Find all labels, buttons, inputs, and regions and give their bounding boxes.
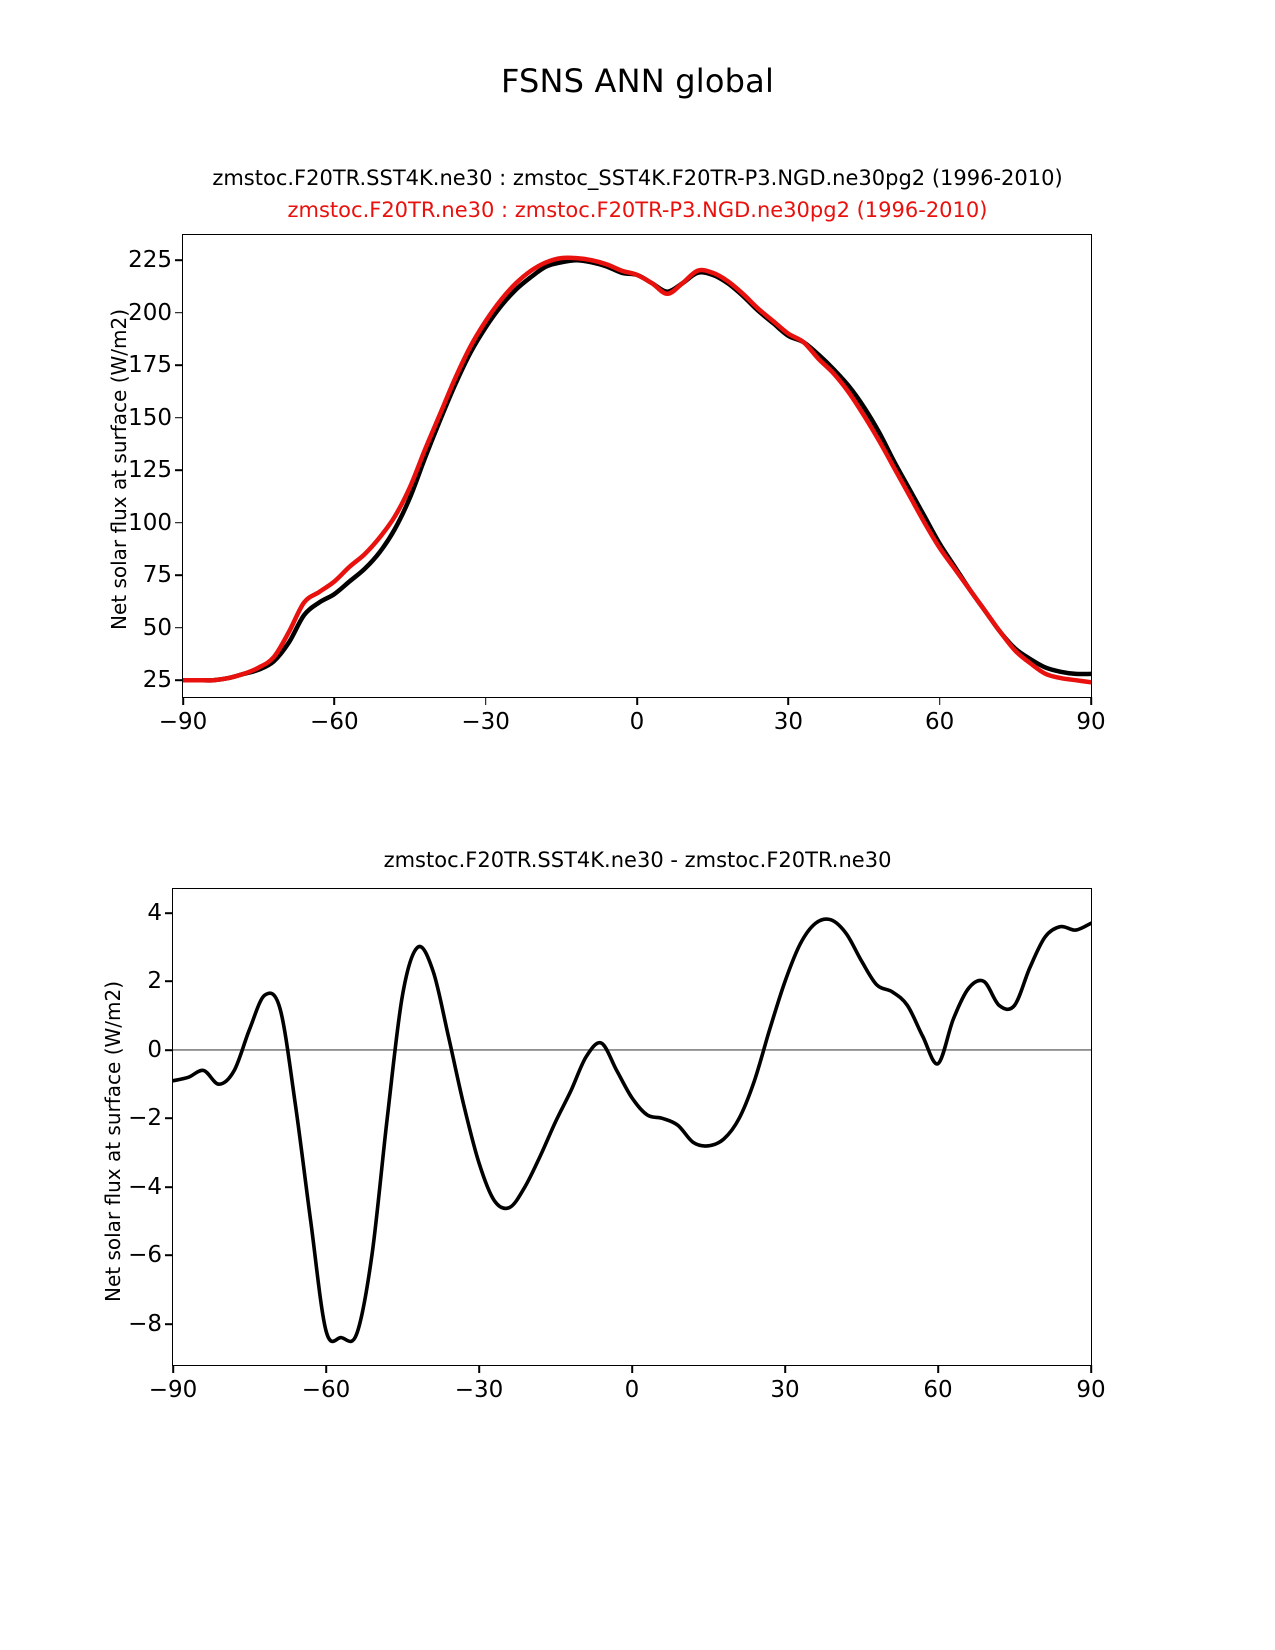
y-tick-label: 100 [128,509,172,536]
bottom-panel [0,840,1275,1420]
top-panel-plot [183,235,1091,697]
top-panel [0,150,1275,760]
y-tick-label: 150 [128,404,172,431]
x-tickmark [937,1365,939,1373]
data-line-2 [183,258,1091,683]
page-title: FSNS ANN global [500,62,775,100]
x-tickmark [1090,697,1092,705]
bottom-panel-ylabel: Net solar flux at surface (W/m2) [101,980,125,1302]
x-tickmark [1090,1365,1092,1373]
y-tickmark [165,981,173,983]
x-tickmark [172,1365,174,1373]
x-tickmark [784,1365,786,1373]
x-tick-label: −90 [158,709,208,735]
x-tickmark [478,1365,480,1373]
y-tick-label: −2 [128,1105,162,1132]
y-tick-label: 2 [147,968,162,995]
y-tickmark [165,1255,173,1257]
y-tickmark [165,912,173,914]
y-tick-label: 50 [142,614,172,641]
x-tickmark [939,697,941,705]
y-tickmark [175,679,183,681]
top-panel-legend [0,162,1275,226]
bottom-panel-axes [128,888,1106,1403]
legend-series-b: zmstoc.F20TR.ne30 : zmstoc.F20TR-P3.NGD.ne30pg2 (1996-2010) [287,198,988,222]
bottom-panel-subtitle: zmstoc.F20TR.SST4K.ne30 - zmstoc.F20TR.ne30 [383,848,892,872]
top-panel-axes [128,234,1106,735]
y-tick-label: 25 [142,667,172,694]
x-tick-label: 30 [773,709,803,735]
y-tick-label: 0 [147,1036,162,1063]
y-tickmark [165,1049,173,1051]
x-tick-label: −60 [301,1377,351,1403]
top-panel-ylabel: Net solar flux at surface (W/m2) [107,308,131,630]
x-tickmark [631,1365,633,1373]
y-tick-label: −6 [128,1242,162,1269]
x-tick-label: 60 [925,709,955,735]
x-tick-label: 0 [629,709,645,735]
x-tick-label: −30 [461,709,510,735]
y-tickmark [175,522,183,524]
y-tick-label: 4 [147,899,162,926]
x-tick-label: −60 [310,709,359,735]
y-tick-label: 225 [128,247,172,274]
y-tickmark [175,259,183,261]
x-tick-label: −90 [148,1377,198,1403]
x-tickmark [485,697,487,705]
y-tickmark [175,312,183,314]
y-tick-label: −4 [128,1173,162,1200]
y-tick-label: −8 [128,1310,162,1337]
x-tick-label: −30 [454,1377,504,1403]
data-line-1 [183,260,1091,680]
x-tickmark [334,697,336,705]
y-tickmark [165,1186,173,1188]
y-tickmark [165,1118,173,1120]
y-tickmark [175,364,183,366]
x-tick-label: 0 [624,1377,640,1403]
y-tick-label: 125 [128,457,172,484]
x-tick-label: 30 [770,1377,800,1403]
data-line-1 [173,919,1091,1341]
y-tickmark [175,417,183,419]
legend-series-a: zmstoc.F20TR.SST4K.ne30 : zmstoc_SST4K.F20TR-P3.NGD.ne30pg2 (1996-2010) [212,166,1063,190]
y-tickmark [175,469,183,471]
x-tick-label: 60 [923,1377,953,1403]
x-tickmark [325,1365,327,1373]
y-tick-label: 175 [128,352,172,379]
x-tickmark [182,697,184,705]
y-tick-label: 200 [128,299,172,326]
x-tickmark [636,697,638,705]
y-tickmark [175,627,183,629]
y-tickmark [165,1323,173,1325]
x-tickmark [788,697,790,705]
y-tickmark [175,574,183,576]
x-tick-label: 90 [1076,1377,1106,1403]
x-tick-label: 90 [1076,709,1106,735]
bottom-panel-plot [173,889,1091,1365]
y-tick-label: 75 [142,562,172,589]
